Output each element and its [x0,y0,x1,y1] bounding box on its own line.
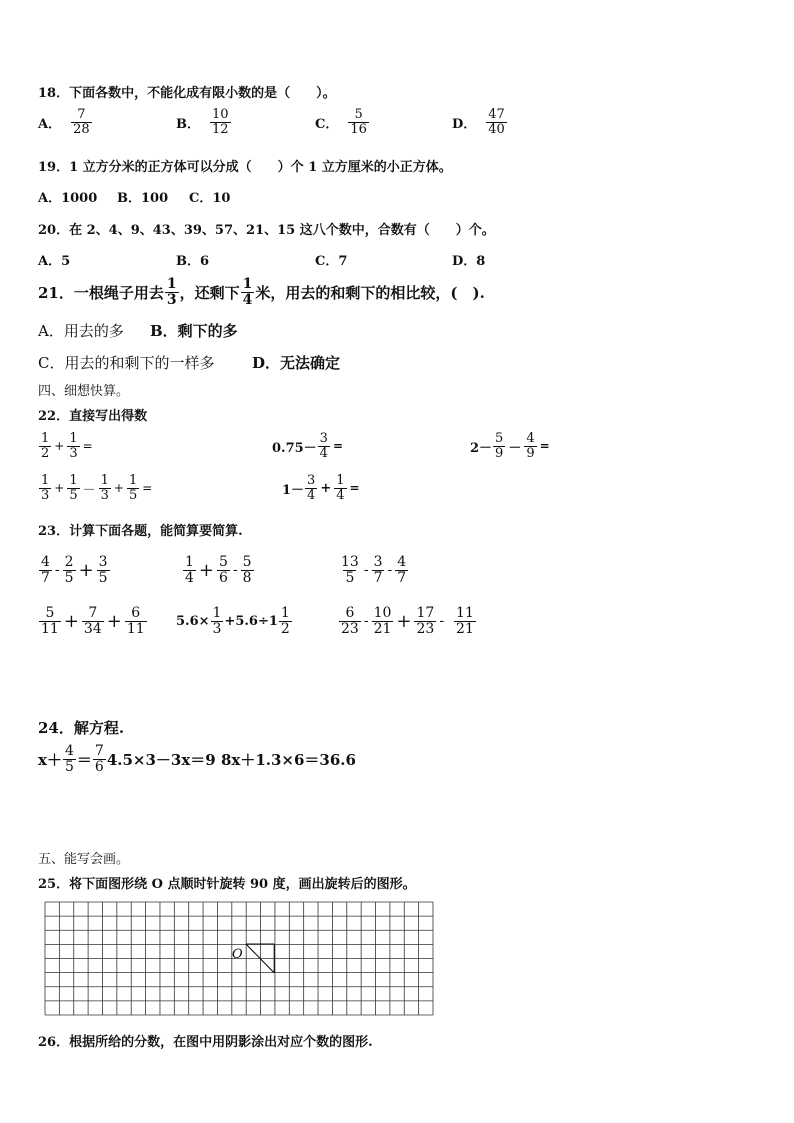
fraction: $\frac{5}{16}$ [350,107,367,137]
q21-option-b[interactable]: B．剩下的多 [150,322,238,340]
fraction: $\frac{10}{12}$ [212,107,229,137]
q18-option-a[interactable] [38,108,93,136]
q18-option-c[interactable] [315,108,370,136]
q26-stem: 26．根据所给的分数，在图中用阴影涂出对应个数的图形. [38,1035,373,1050]
q23-expr-2: $\frac{1}{4}$ + $\frac{5}{6}$ - $\frac{5}{8}$ [185,554,252,586]
fraction: $\frac{1}{3}$ [166,276,177,308]
q23-expr-5: 5.6× $\frac{1}{3}$ +5.6÷1 $\frac{1}{2}$ [176,605,290,637]
option-label: D． [452,116,477,132]
q22-expr-2: 0.75－ $\frac{3}{4}$ = [272,431,344,461]
q20-option-b[interactable]: B．6 [176,254,210,269]
q23-expr-4: $\frac{5}{11}$ + $\frac{7}{34}$ + $\frac{6}{11}$ [41,605,145,637]
fraction: $\frac{7}{28}$ [73,107,90,137]
q23-stem: 23．计算下面各题，能简算要简算. [38,524,243,539]
q19-option-c[interactable]: C．10 [189,191,231,206]
q23-expr-3: $\frac{13}{5}$ - $\frac{3}{7}$ - $\frac{4}{7}$ [341,554,407,586]
q18-stem: 18．下面各数中，不能化成有限小数的是（ ）。 [38,86,336,101]
q25-stem: 25．将下面图形绕 O 点顺时针旋转 90 度，画出旋转后的图形。 [38,877,416,892]
section-heading-5: 五、能写会画。 [38,852,130,867]
q21-option-a[interactable]: A．用去的多 [38,322,124,340]
q19-stem: 19．1 立方分米的正方体可以分成（ ）个 1 立方厘米的小正方体。 [38,160,452,175]
option-label: A． [38,116,62,132]
q22-expr-1: $\frac{1}{2}$ + $\frac{1}{3}$ = [41,431,93,461]
q21-option-c[interactable]: C．用去的和剩下的一样多 [38,354,215,372]
q19-option-a[interactable]: A．1000 [38,191,98,206]
point-o-label: O [232,947,243,962]
q22-expr-5: 1－ $\frac{3}{4}$ + $\frac{1}{4}$ = [282,473,360,503]
fraction: $\frac{1}{4}$ [242,276,253,308]
q22-stem: 22．直接写出得数 [38,409,148,424]
fraction: $\frac{47}{40}$ [488,107,505,137]
option-label: C． [315,116,339,132]
option-label: B． [176,116,200,132]
q20-option-d[interactable]: D．8 [452,254,486,269]
section-heading-4: 四、细想快算。 [38,384,130,399]
q25-grid[interactable] [43,901,435,1020]
q24-equations: x＋ $\frac{4}{5}$ ＝ $\frac{7}{6}$ 4.5×3－3x＝9 8x＋1.3×6＝36.6 [38,743,356,775]
q18-option-d[interactable] [452,108,508,136]
q18-option-b[interactable] [176,108,232,136]
q20-stem: 20．在 2、4、9、43、39、57、21、15 这八个数中，合数有（ ）个。 [38,223,495,238]
q21-stem: 21．一根绳子用去 $\frac{1}{3}$ ，还剩下 $\frac{1}{4}$ 米，用去的和剩下的相比较，( ). [38,276,485,308]
q23-expr-1: $\frac{4}{7}$ - $\frac{2}{5}$ + $\frac{3}{5}$ [41,554,108,586]
q22-expr-3: 2－ $\frac{5}{9}$ － $\frac{4}{9}$ = [470,431,550,461]
q24-stem: 24．解方程. [38,719,125,737]
q22-expr-4: $\frac{1}{3}$ + $\frac{1}{5}$ － $\frac{1}{3}$ + $\frac{1}{5}$ = [41,473,153,503]
q19-option-b[interactable]: B．100 [117,191,169,206]
q20-option-c[interactable]: C．7 [315,254,348,269]
grid-svg [43,901,435,1016]
q21-option-d[interactable]: D．无法确定 [252,354,341,372]
q23-expr-6: $\frac{6}{23}$ - $\frac{10}{21}$ + $\frac{17}{23}$ - $\frac{11}{21}$ [341,605,474,637]
q20-option-a[interactable]: A．5 [38,254,71,269]
